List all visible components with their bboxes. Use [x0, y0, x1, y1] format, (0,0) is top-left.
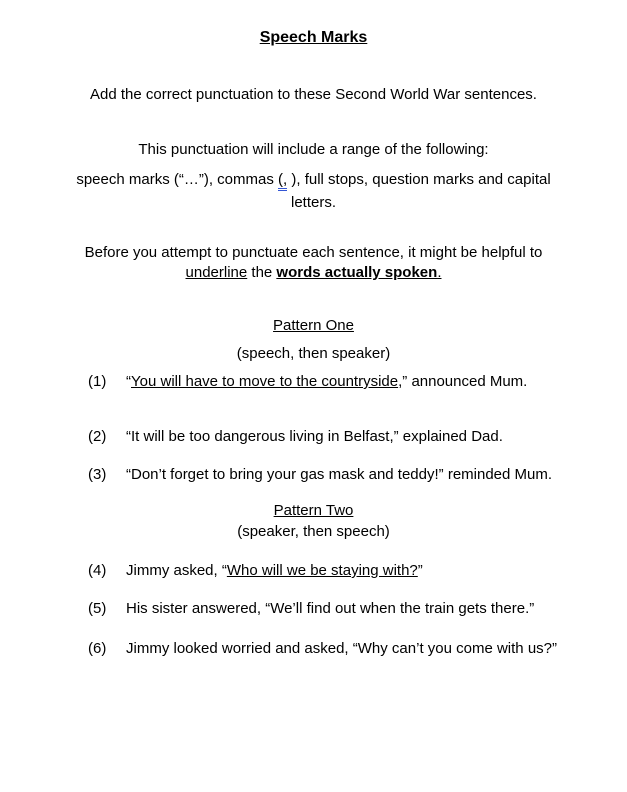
item-text: His sister answered, “We’ll find out when the train gets there.”: [126, 600, 535, 617]
sentence-item-2: [69, 427, 558, 446]
item-text: Jimmy looked worried and asked, “Why can’t you come with us?”: [126, 640, 558, 657]
tip-bold-underlined: words actually spoken: [276, 264, 438, 281]
tip-underline-word: underline: [185, 264, 248, 281]
punctuation-list-line: [69, 168, 558, 214]
item-text: “You will have to move to the countryside,” announced Mum.: [126, 373, 528, 390]
sentence-item-5: [69, 599, 558, 618]
tip-pre: Before you attempt to punctuate each sentence, it might be helpful to: [84, 244, 543, 261]
item-text: “Don’t forget to bring your gas mask and teddy!” reminded Mum.: [126, 466, 553, 483]
sentence-item-6: [69, 639, 558, 658]
item-number: (4): [88, 562, 107, 579]
item-number: (3): [88, 466, 107, 483]
pattern-one-heading: Pattern One: [273, 317, 354, 334]
sentence-item-4: [69, 561, 558, 580]
sentence-item-3: [69, 465, 558, 484]
item-text: Jimmy asked, “Who will we be staying with?”: [126, 562, 423, 579]
tip-suffix: .: [437, 264, 442, 281]
pattern-one-subheading: (speech, then speaker): [236, 345, 391, 362]
tip-line: [69, 243, 558, 283]
tip-mid: the: [247, 264, 277, 281]
item-number: (6): [88, 640, 107, 657]
item-number: (2): [88, 428, 107, 445]
intro-instruction: Add the correct punctuation to these Second World War sentences.: [90, 86, 537, 103]
item-number: (1): [88, 373, 107, 390]
sentence-item-1: [69, 372, 558, 391]
pattern-two-subheading: (speaker, then speech): [237, 523, 390, 540]
comma-marked-text: (,: [278, 171, 287, 191]
punctuation-post: ), full stops, question marks and capital letters.: [287, 171, 551, 211]
punctuation-pre: speech marks (“…”), commas: [76, 171, 279, 188]
range-line: This punctuation will include a range of the following:: [138, 141, 489, 158]
item-number: (5): [88, 600, 107, 617]
pattern-two-heading: Pattern Two: [273, 502, 354, 519]
page-title: Speech Marks: [259, 29, 368, 46]
item-text: “It will be too dangerous living in Belfast,” explained Dad.: [126, 428, 503, 445]
